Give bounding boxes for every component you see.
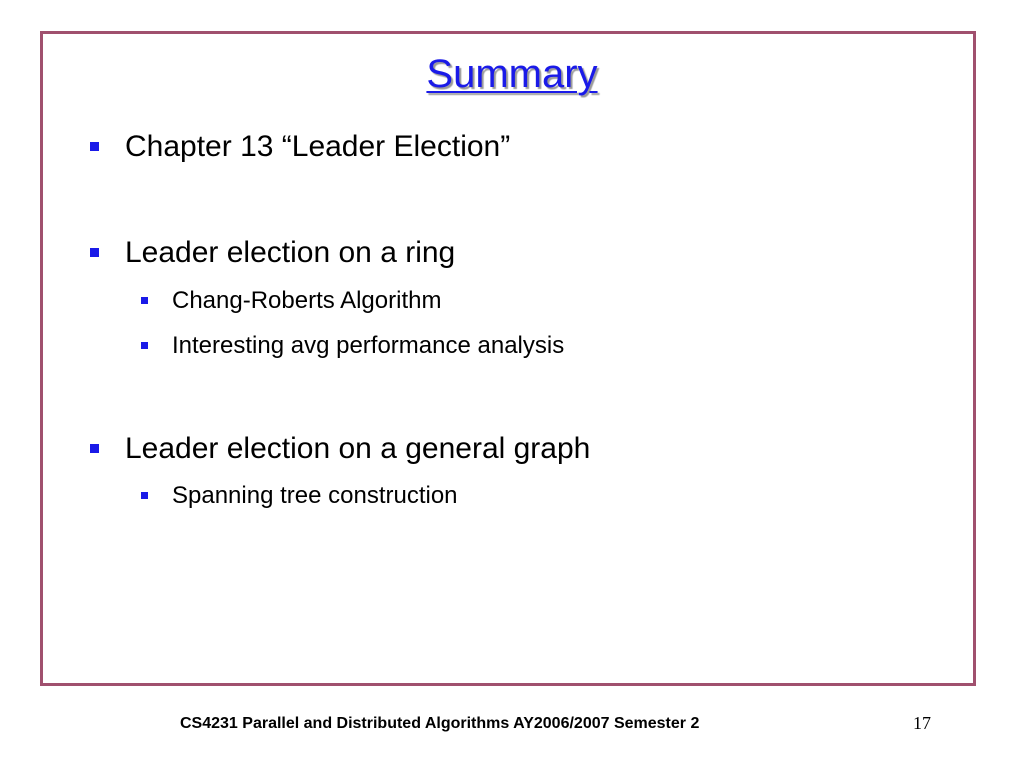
square-bullet-icon — [141, 492, 148, 499]
sub-bullet-item — [172, 287, 441, 315]
square-bullet-icon — [141, 342, 148, 349]
square-bullet-icon — [90, 248, 99, 257]
page-number: 17 — [913, 713, 931, 733]
sub-bullet-item — [172, 482, 458, 510]
sub-bullet-text: Spanning tree construction — [172, 482, 458, 509]
square-bullet-icon — [90, 444, 99, 453]
bullet-text: Leader election on a ring — [125, 236, 456, 269]
bullet-text: Leader election on a general graph — [125, 432, 591, 465]
bullet-item — [125, 130, 510, 164]
footer-course-title: CS4231 Parallel and Distributed Algorithms AY2006/2007 Semester 2 — [180, 715, 700, 732]
slide-title: Summary — [426, 52, 598, 96]
bullet-item — [125, 432, 590, 466]
sub-bullet-item — [172, 332, 564, 360]
sub-bullet-text: Interesting avg performance analysis — [172, 332, 565, 359]
sub-bullet-text: Chang-Roberts Algorithm — [172, 287, 442, 314]
square-bullet-icon — [141, 297, 148, 304]
square-bullet-icon — [90, 142, 99, 151]
bullet-text: Chapter 13 “Leader Election” — [125, 130, 511, 163]
bullet-item — [125, 236, 455, 270]
